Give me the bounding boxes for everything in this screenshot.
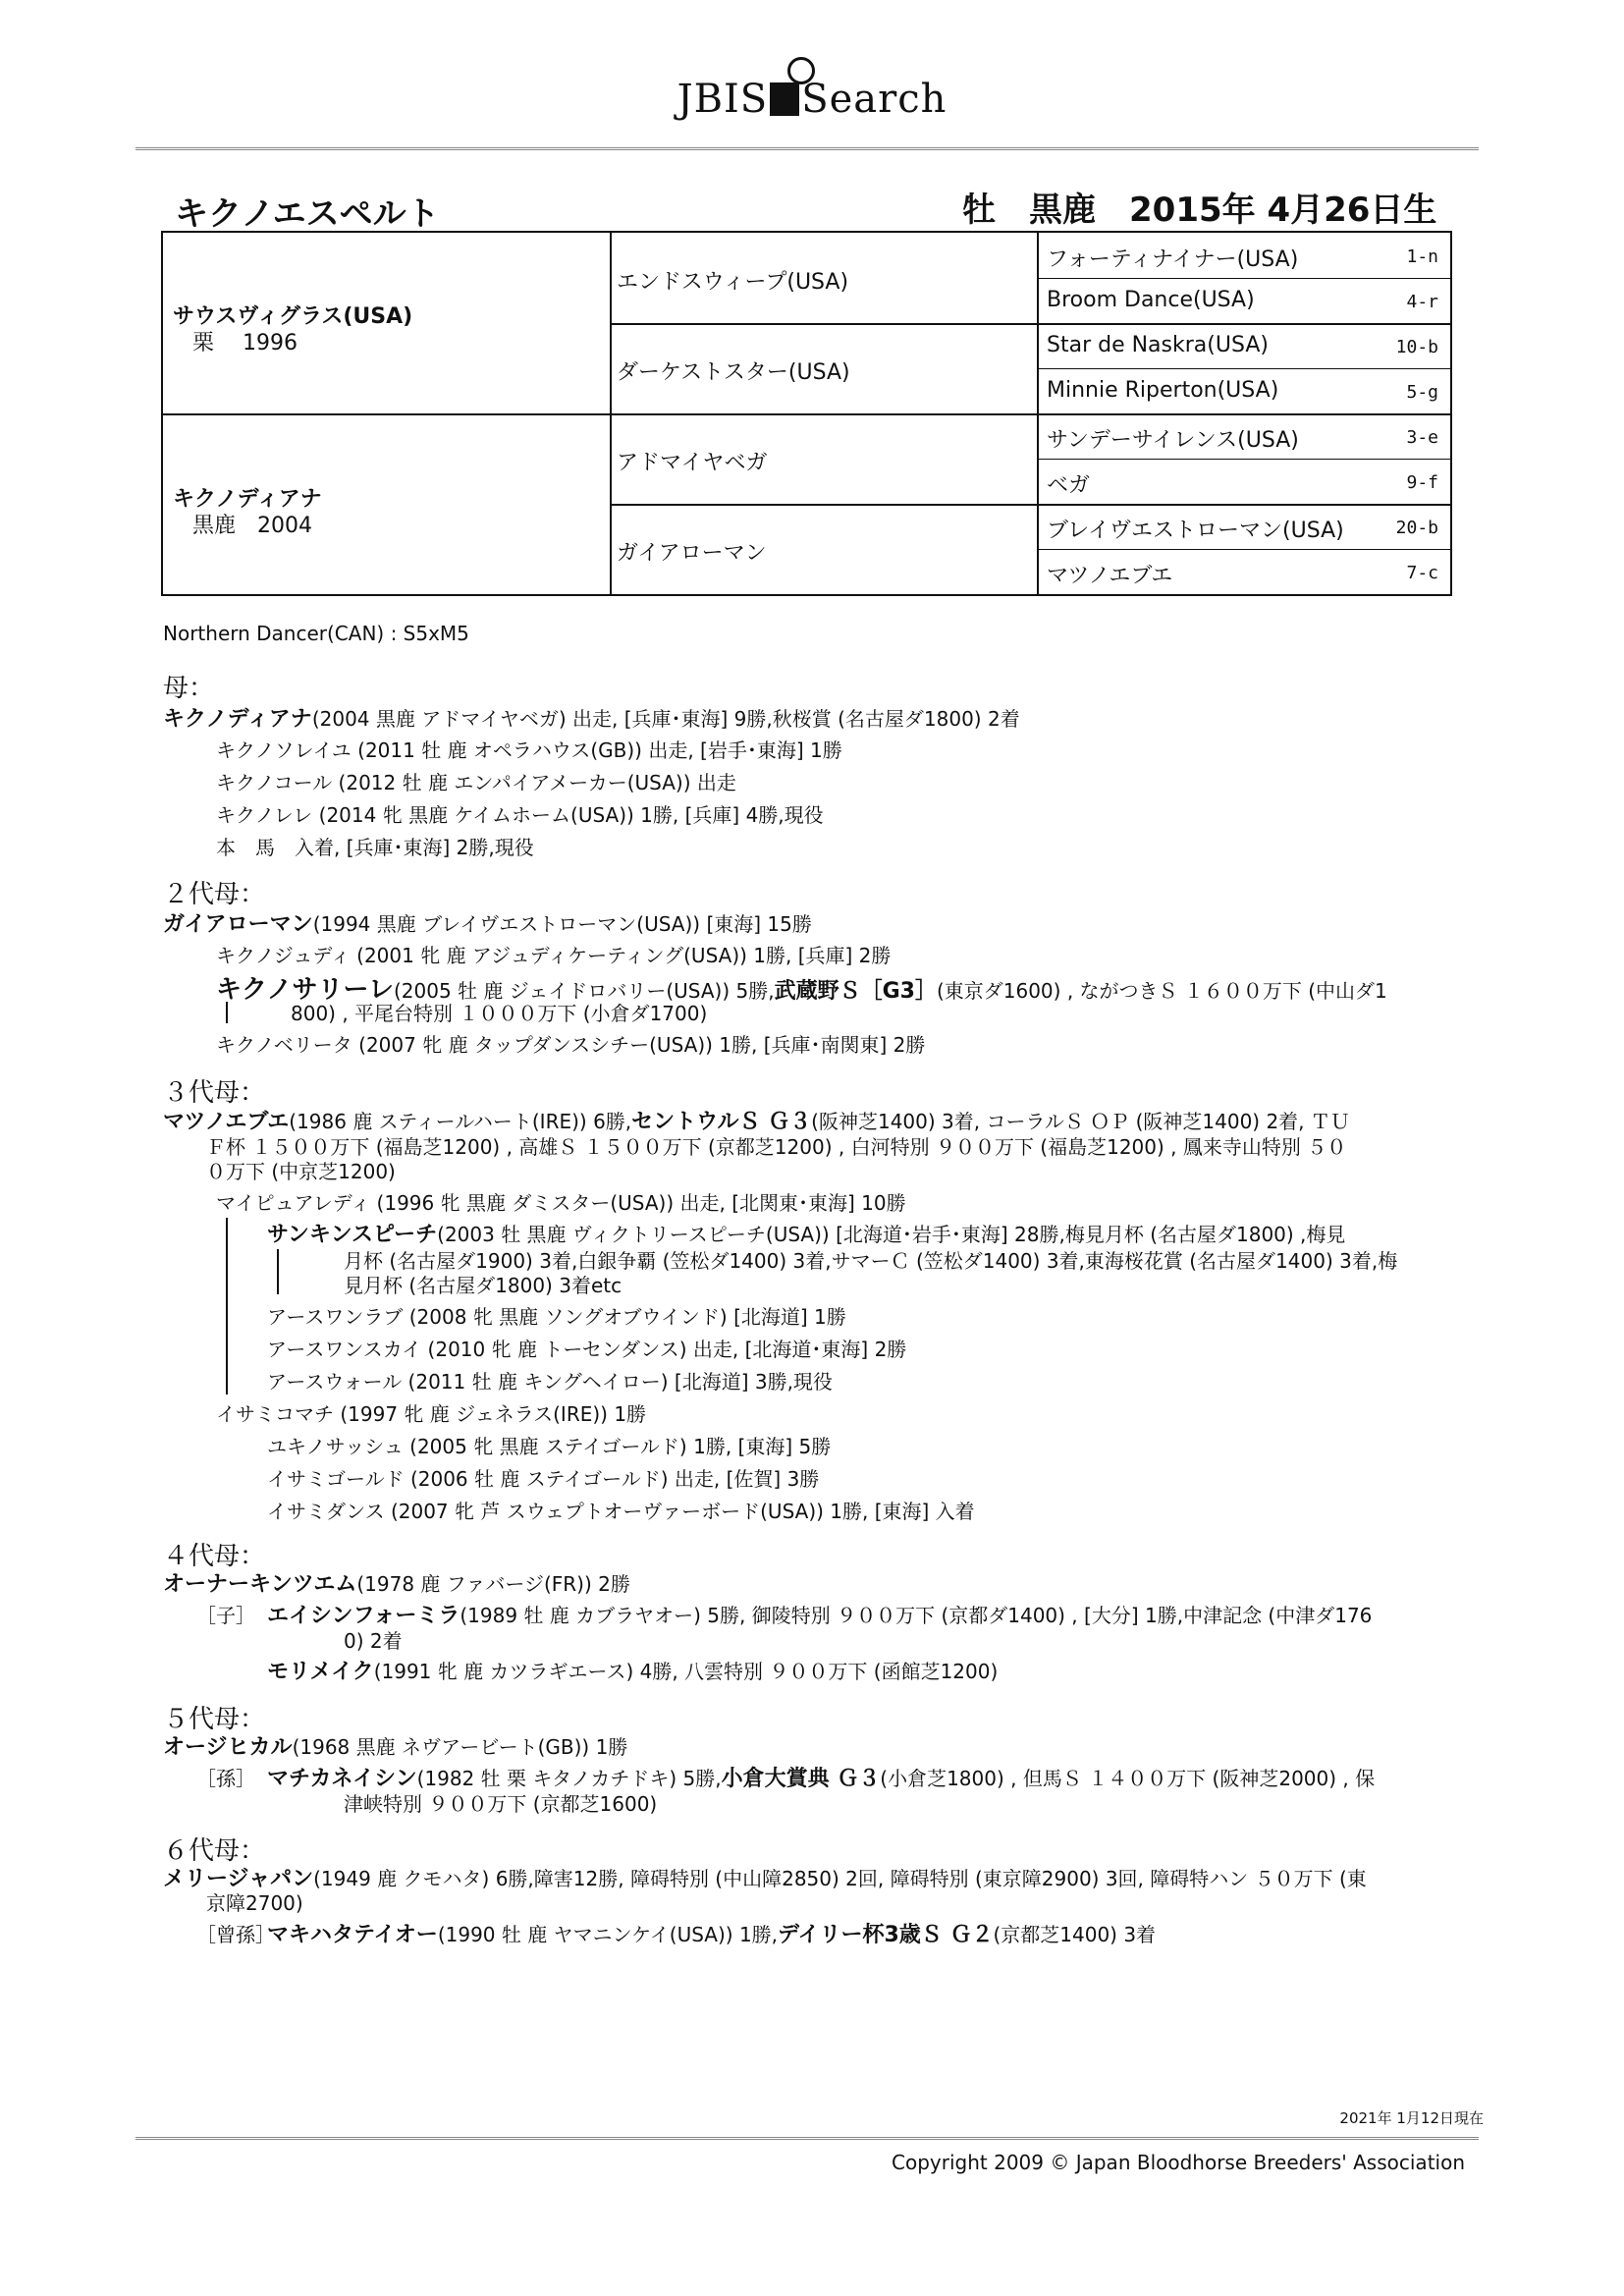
pedigree-table [161,231,1452,596]
5th-dam-tag: ［孫］ [196,1767,255,1790]
5th-dam-line: オージヒカル(1968 黒鹿 ネヴアービート(GB)) 1勝 [163,1735,628,1760]
footer-rule [135,2137,1479,2140]
gen3-1-code: 1-n [1406,246,1438,267]
gen3-3-code: 10-b [1395,337,1438,357]
logo-text-jbis: JBIS [677,77,769,122]
4th-dam-line: オーナーキンツエム(1978 鹿 ファバージ(FR)) 2勝 [163,1572,630,1597]
gen2-2: ダーケストスター(USA) [617,360,850,385]
2nd-dam-line: ガイアローマン(1994 黒鹿 ブレイヴエストローマン(USA)) [東海] 15勝 [163,912,812,937]
6th-dam-line-2: 京障2700) [206,1891,303,1915]
logo-text-search: Search [801,77,947,122]
gen3-8: マツノエブエ [1047,564,1173,588]
3rd-dam-grand-4: アースウォール (2011 牡 鹿 キングヘイロー) [北海道] 3勝,現役 [267,1370,833,1394]
gen2-1: エンドスウィープ(USA) [617,270,849,295]
3rd-dam-grand-3: アースワンスカイ (2010 牝 鹿 トーセンダンス) 出走, [北海道･東海] 2勝 [267,1338,907,1361]
gen3-5: サンデーサイレンス(USA) [1047,428,1299,453]
gen3-3: Star de Naskra(USA) [1047,333,1269,357]
horse-name: キクノエスペルト [175,194,440,234]
dam-offspring-2: キクノコール (2012 牡 鹿 エンパイアメーカー(USA)) 出走 [216,771,736,794]
3rd-dam-line: マツノエブエ(1986 鹿 スティールハート(IRE)) 6勝,セントウルＳ Ｇ３(阪神芝1400) 3着, コーラルＳ ＯＰ (阪神芝1400) 2着, ＴＵ [163,1110,1350,1134]
gen3-5-code: 3-e [1406,427,1438,448]
4th-dam-desc-1: エイシンフォーミラ(1989 牡 鹿 カブラヤオー) 5勝, 御陵特別 ９００万下 (京都ダ1400) , [大分] 1勝,中津記念 (中津ダ176 [267,1604,1373,1628]
3rd-dam-offspring-1: マイピュアレディ (1996 牝 黒鹿 ダミスター(USA)) 出走, [北関東･東海] 10勝 [216,1191,906,1215]
5th-dam-desc-1-l2: 津峡特別 ９００万下 (京都芝1600) [344,1792,658,1816]
3rd-dam-grand-1-l2: 月杯 (名古屋ダ1900) 3着,白銀争覇 (笠松ダ1400) 3着,サマーＣ (笠松ダ1400) 3着,東海桜花賞 (名古屋ダ1400) 3着,梅 [344,1249,1398,1273]
section-3rd-dam: ３代母： [163,1078,266,1108]
jbis-logo [0,77,1624,122]
gen3-4: Minnie Riperton(USA) [1047,378,1279,403]
gen3-6-code: 9-f [1406,472,1438,493]
copyright: Copyright 2009 © Japan Bloodhorse Breeders' Association [892,2151,1465,2174]
section-2nd-dam: ２代母： [163,880,266,909]
gen3-6: ベガ [1047,473,1091,498]
3rd-dam-grand-1: サンキンスピーチ(2003 牡 黒鹿 ヴィクトリースピーチ(USA)) [北海道･岩手･東海] 28勝,梅見月杯 (名古屋ダ1800) ,梅見 [267,1223,1346,1247]
section-5th-dam: ５代母： [163,1705,266,1734]
sire-name: サウスヴィグラス(USA) [173,304,413,329]
header-rule [135,147,1479,150]
horse-info: 牡 黒鹿 2015年 4月26日生 [962,191,1437,230]
3rd-dam-grand-6: イサミゴールド (2006 牡 鹿 ステイゴールド) 出走, [佐賀] 3勝 [267,1467,820,1491]
dam-offspring-3: キクノレレ (2014 牝 黒鹿 ケイムホーム(USA)) 1勝, [兵庫] 4勝,現役 [216,803,824,827]
gen3-8-code: 7-c [1406,563,1438,583]
3rd-dam-offspring-2: イサミコマチ (1997 牝 鹿 ジェネラス(IRE)) 1勝 [216,1402,647,1426]
section-4th-dam: ４代母： [163,1542,266,1571]
gen2-4: ガイアローマン [617,541,767,566]
3rd-dam-grand-1-l3: 見月杯 (名古屋ダ1800) 3着etc [344,1274,623,1297]
gen3-7-code: 20-b [1395,518,1438,538]
3rd-dam-line-3: ０万下 (中京芝1200) [206,1160,396,1183]
gen2-3: アドマイヤベガ [617,451,768,475]
4th-dam-desc-2: モリメイク(1991 牝 鹿 カツラギエース) 4勝, 八雲特別 ９００万下 (函館芝1200) [267,1660,999,1684]
gen3-7: ブレイヴエストローマン(USA) [1047,519,1344,543]
5th-dam-desc-1: マチカネイシン(1982 牡 栗 キタノカチドキ) 5勝,小倉大賞典 Ｇ３(小倉芝1800) , 但馬Ｓ １４００万下 (阪神芝2000) , 保 [267,1767,1376,1791]
2nd-dam-offspring-2: キクノサリーレ(2005 牡 鹿 ジェイドロバリー(USA)) 5勝,武蔵野Ｓ［G3］(東京ダ1600) , ながつきＳ １６００万下 (中山ダ1 [216,975,1387,1005]
sire-info: 栗 1996 [192,331,298,355]
dam-info: 黒鹿 2004 [192,514,312,538]
gen3-2-code: 4-r [1406,292,1438,312]
3rd-dam-grand-2: アースワンラブ (2008 牝 黒鹿 ソングオブウインド) [北海道] 1勝 [267,1305,846,1329]
2nd-dam-offspring-1: キクノジュディ (2001 牝 鹿 アジュディケーティング(USA)) 1勝, [兵庫] 2勝 [216,944,892,967]
section-6th-dam: ６代母： [163,1836,266,1866]
2nd-dam-offspring-3: キクノベリータ (2007 牝 鹿 タップダンスシチー(USA)) 1勝, [兵庫･南関東] 2勝 [216,1033,926,1057]
gen3-1: フォーティナイナー(USA) [1047,247,1299,272]
as-of-date: 2021年 1月12日現在 [1339,2109,1484,2127]
dam-offspring-4: 本 馬 入着, [兵庫･東海] 2勝,現役 [216,836,534,859]
dam-name: キクノディアナ [173,487,322,512]
3rd-dam-grand-7: イサミダンス (2007 牝 芦 スウェプトオーヴァーボード(USA)) 1勝, [東海] 入着 [267,1500,975,1523]
inbreeding: Northern Dancer(CAN) : S5xM5 [163,622,469,645]
gen3-4-code: 5-g [1406,382,1438,403]
logo-book-icon [770,82,799,116]
6th-dam-tag: ［曾孫］ [196,1923,275,1946]
3rd-dam-line-2: Ｆ杯 １５００万下 (福島芝1200) , 高雄Ｓ １５００万下 (京都芝1200) , 白河特別 ９００万下 (福島芝1200) , 鳳来寺山特別 ５０ [206,1135,1347,1159]
2nd-dam-offspring-2-cont: 800) , 平尾台特別 １０００万下 (小倉ダ1700) [291,1002,708,1025]
dam-offspring-1: キクノソレイユ (2011 牡 鹿 オペラハウス(GB)) 出走, [岩手･東海] 1勝 [216,738,842,762]
dam-line: キクノディアナ(2004 黒鹿 アドマイヤベガ) 出走, [兵庫･東海] 9勝,秋桜賞 (名古屋ダ1800) 2着 [163,707,1020,732]
3rd-dam-grand-5: ユキノサッシュ (2005 牝 黒鹿 ステイゴールド) 1勝, [東海] 5勝 [267,1435,832,1458]
6th-dam-desc-1: マキハタテイオー(1990 牡 鹿 ヤマニンケイ(USA)) 1勝,デイリー杯3歳Ｓ Ｇ２(京都芝1400) 3着 [267,1923,1157,1947]
gen3-2: Broom Dance(USA) [1047,288,1255,312]
4th-dam-desc-1-l2: 0) 2着 [344,1629,403,1653]
section-dam: 母： [163,674,215,703]
4th-dam-tag: ［子］ [196,1604,255,1627]
6th-dam-line: メリージャパン(1949 鹿 クモハタ) 6勝,障害12勝, 障碍特別 (中山障2850) 2回, 障碍特別 (東京障2900) 3回, 障碍特ハン ５０万下 (東 [163,1867,1367,1891]
